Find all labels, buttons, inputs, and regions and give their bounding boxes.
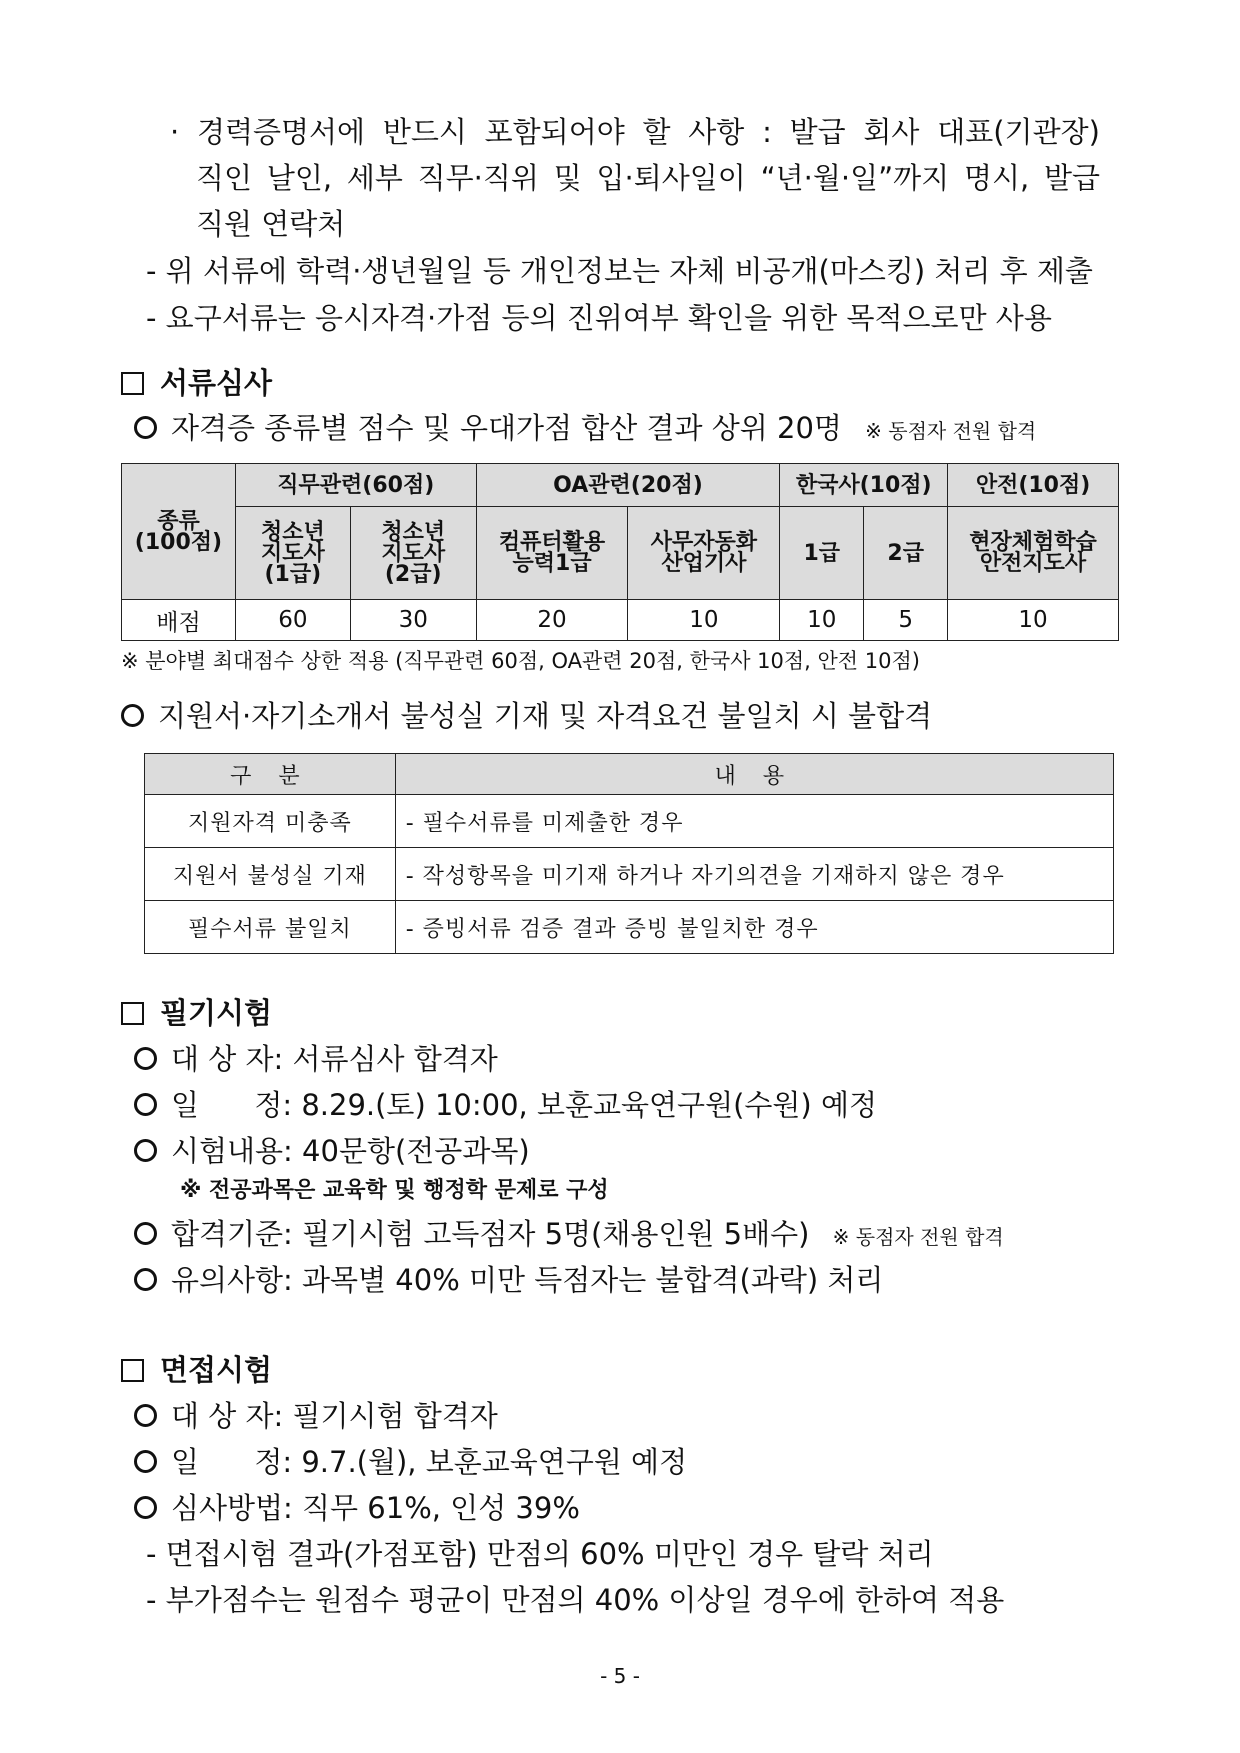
- score-table: [121, 463, 1119, 641]
- written-exam-schedule: 일 정: 8.29.(토) 10:00, 보훈교육연구원(수원) 예정: [134, 1085, 877, 1125]
- purpose-note: - 요구서류는 응시자격·가점 등의 진위여부 확인을 위한 목적으로만 사용: [146, 301, 1052, 335]
- written-exam-criteria: 합격기준: 필기시험 고득점자 5명(채용인원 5배수) ※ 동점자 전원 합격: [134, 1214, 1004, 1257]
- interview-schedule: 일 정: 9.7.(월), 보훈교육연구원 예정: [134, 1442, 687, 1482]
- circle-bullet-icon: [134, 416, 157, 439]
- group-oa: OA관련(20점): [476, 464, 780, 507]
- score-cell: 10: [628, 600, 780, 641]
- disqualification-table: [144, 753, 1114, 954]
- interview-method: 심사방법: 직무 61%, 인성 39%: [134, 1488, 580, 1528]
- cert-requirement-line2: 직인 날인, 세부 직무·직위 및 입·퇴사일이 “년·월·일”까지 명시, 발급: [196, 161, 1100, 195]
- col-history-2: 2급: [864, 507, 948, 600]
- score-cell: 10: [780, 600, 864, 641]
- document-review-item1: 자격증 종류별 점수 및 우대가점 합산 결과 상위 20명 ※ 동점자 전원 합격: [134, 408, 1036, 451]
- score-table-row-header: 종류 (100점): [122, 464, 236, 600]
- interview-note2: - 부가점수는 원점수 평균이 만점의 40% 이상일 경우에 한하여 적용: [146, 1583, 1005, 1617]
- circle-bullet-icon: [134, 1093, 157, 1116]
- row-content: - 필수서류를 미제출한 경우: [395, 795, 1113, 848]
- written-exam-content: 시험내용: 40문항(전공과목): [134, 1131, 530, 1171]
- interview-note1: - 면접시험 결과(가점포함) 만점의 60% 미만인 경우 탈락 처리: [146, 1537, 934, 1571]
- document-review-item2: 지원서·자기소개서 불성실 기재 및 자격요건 불일치 시 불합격: [121, 696, 932, 736]
- table-row: [145, 901, 1114, 954]
- section-heading-interview: 면접시험: [121, 1350, 272, 1390]
- written-exam-caution: 유의사항: 과목별 40% 미만 득점자는 불합격(과락) 처리: [134, 1260, 883, 1300]
- score-cap-note: ※ 분야별 최대점수 상한 적용 (직무관련 60점, OA관련 20점, 한국사 10점, 안전 10점): [121, 649, 920, 673]
- score-row: [122, 600, 1119, 641]
- score-cell: 30: [350, 600, 476, 641]
- group-safety: 안전(10점): [948, 464, 1119, 507]
- circle-bullet-icon: [134, 1047, 157, 1070]
- checkbox-square-icon: [121, 1359, 144, 1382]
- row-category: 지원서 불성실 기재: [145, 848, 396, 901]
- score-cell: 20: [476, 600, 628, 641]
- cert-requirement-line1: · 경력증명서에 반드시 포함되어야 할 사항 : 발급 회사 대표(기관장): [170, 115, 1100, 149]
- row-category: 지원자격 미충족: [145, 795, 396, 848]
- tie-note: ※ 동점자 전원 합격: [832, 1225, 1004, 1249]
- privacy-note: - 위 서류에 학력·생년월일 등 개인정보는 자체 비공개(마스킹) 처리 후 제출: [146, 254, 1093, 288]
- page-number: - 5 -: [600, 1664, 640, 1688]
- circle-bullet-icon: [134, 1404, 157, 1427]
- col-safety-instructor: 현장체험학습 안전지도사: [948, 507, 1119, 600]
- row-content: - 작성항목을 미기재 하거나 자기의견을 기재하지 않은 경우: [395, 848, 1113, 901]
- score-label: 배점: [122, 600, 236, 641]
- col-youth-counselor-2: 청소년 지도사 (2급): [350, 507, 476, 600]
- score-cell: 5: [864, 600, 948, 641]
- written-exam-subject-note: ※ 전공과목은 교육학 및 행정학 문제로 구성: [180, 1178, 609, 1203]
- section-heading-written-exam: 필기시험: [121, 993, 272, 1033]
- col-computer-literacy: 컴퓨터활용 능력1급: [476, 507, 628, 600]
- circle-bullet-icon: [134, 1496, 157, 1519]
- cert-requirement-line3: 직원 연락처: [196, 207, 346, 241]
- tie-note: ※ 동점자 전원 합격: [865, 419, 1037, 443]
- checkbox-square-icon: [121, 1002, 144, 1025]
- group-korean-history: 한국사(10점): [780, 464, 948, 507]
- circle-bullet-icon: [134, 1268, 157, 1291]
- group-job-related: 직무관련(60점): [235, 464, 476, 507]
- circle-bullet-icon: [134, 1450, 157, 1473]
- table-row: [145, 848, 1114, 901]
- circle-bullet-icon: [134, 1139, 157, 1162]
- checkbox-square-icon: [121, 372, 144, 395]
- col-office-automation: 사무자동화 산업기사: [628, 507, 780, 600]
- interview-target: 대 상 자: 필기시험 합격자: [134, 1396, 498, 1436]
- score-cell: 10: [948, 600, 1119, 641]
- header-category: 구 분: [145, 754, 396, 795]
- written-exam-target: 대 상 자: 서류심사 합격자: [134, 1039, 498, 1079]
- circle-bullet-icon: [134, 1222, 157, 1245]
- col-history-1: 1급: [780, 507, 864, 600]
- row-content: - 증빙서류 검증 결과 증빙 불일치한 경우: [395, 901, 1113, 954]
- col-youth-counselor-1: 청소년 지도사 (1급): [235, 507, 350, 600]
- section-heading-document-review: 서류심사: [121, 363, 272, 403]
- header-content: 내 용: [395, 754, 1113, 795]
- circle-bullet-icon: [121, 704, 144, 727]
- score-cell: 60: [235, 600, 350, 641]
- table-row: [145, 795, 1114, 848]
- row-category: 필수서류 불일치: [145, 901, 396, 954]
